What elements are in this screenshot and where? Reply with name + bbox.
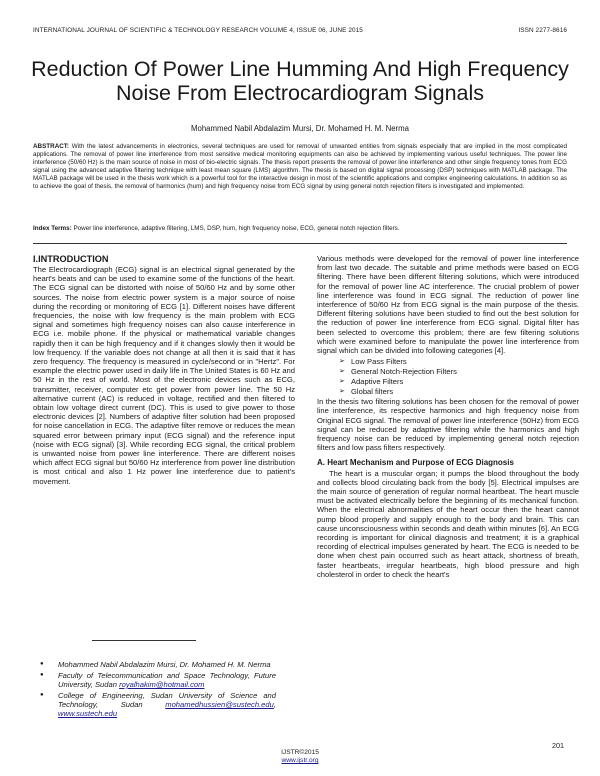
index-terms [33,225,567,233]
page-number: 201 [552,741,564,750]
authors: Mohammed Nabil Abdalazim Mursi, Dr. Mohamed H. M. Nerma [191,124,409,133]
copyright: IJSTR©2015 [281,749,319,756]
right-paragraph-1: Various methods were developed for the removal of power line interference from last two decade. The suitable and prime methods were based on ECG filtering. There have been different filtering solutions, which were introduced for the removal of power line AC interference. The crucial problem of power line interference was found in ECG signal. The reduction of power line interference of 50/60 Hz from ECG signal is the main purpose of the thesis. Different filtering solutions have been studied to find out the best solution for the reduction of power line interference from ECG signal. Digital filter has been selected to overcome this problem; there are few filtering solutions which were examined before to manipulate the power line interference from signal which can be divided into following categories [4]. [317,254,579,356]
journal-link[interactable]: www.ijstr.org [281,757,319,764]
email-link[interactable]: royalhakim@hotmail.com [119,680,205,689]
intro-paragraph: The Electrocardiograph (ECG) signal is an electrical signal generated by the heart's beats and can be used to examine some of the functions of the heart. The ECG signal can be distorted with noise of 50/60 Hz and by some other sources. The noise from electric power system is a major source of noise during the recording or monitoring of ECG [1]. Different noises have different frequencies, the noise with low frequency is the main problem with ECG signal and sometimes high frequency noises can also cause interference in ECG i.e. mobile phone. If the physical or mathematical variable changes rapidly then it can be high frequency and if it changes slowly then it would be low frequency. If the variable does not change at all then it is said that it has zero frequency. The frequency is measured in cycle/second or in "Hertz". For example the electric power used in daily life in The United States is 60 Hz and 50 Hz in the rest of world. Most of the electronic devices such as ECG, transmitter, receiver, computer etc get power from power line. The 50 Hz alternative current (AC) is reduced in voltage, rectified and then filtered to obtain low voltage direct current (DC). This is used to give power to those electronic devices [2]. Numbers of adaptive filter solution had been proposed for noise cancellation in ECG. The adaptive filter remove or reduces the mean squared error between primary input (ECG signal) and the reference input (noise with ECG signal) [3]. While recording ECG signal, the critical problem is unwanted noise from power line interference. There are different noises which affect ECG signal but 50/60 Hz interference from power line distribution is most critical and also 1 Hz power line interference due to patient's movement. [33,265,295,486]
separator: , [273,700,276,709]
right-paragraph-3: The heart is a muscular organ; it pumps the blood throughout the body and collects blood circulating back from the body [5]. Electrical impulses are the main source of generation of regular normal heartbeat. The heart muscle must be activated electrically before the beginning of its mechanical function. When the electrical abnormalities of the heart occur then the heart cannot pump blood properly and supply enough to the body and brain. This can cause unconsciousness within seconds and death within minutes [6]. An ECG recording is important for clinical diagnosis and treatment; it is a graphical recording of electrical impulses generated by heart. The ECG is needed to be done when chest pain occurred such as heart attack, shortness of breath, faster heartbeats, irregular heartbeats, high blood pressure and high cholesterol in order to check the heart's [317,468,579,579]
list-item: ➢ Low Pass Filters [339,357,579,367]
list-item: ➢ General Notch-Rejection Filters [339,367,579,377]
footnote-divider [92,640,196,641]
affiliation-text: Faculty of Telecommunication and Space Technology, Future University, Sudan [58,671,276,689]
section-heading-introduction: I.INTRODUCTION [33,254,109,264]
list-item: ➢ Global filters [339,387,579,397]
header-divider [33,243,567,244]
affiliation-text: College of Engineering, Sudan University of Science and Technology, Sudan [58,691,276,709]
right-paragraph-2: In the thesis two filtering solutions has been chosen for the removal of power line interference, its respective harmonics and high frequency noise from Original ECG signal. The removal of power line interference (50Hz) from ECG signal can be reduced by adaptive filtering while the harmonics and high frequency noise can be reduced by implementing general notch rejection filters and low pass filters respectively. [317,397,579,453]
affiliations [40,660,276,720]
left-column [33,254,295,486]
page-footer [0,749,600,765]
subsection-heading-heart: A. Heart Mechanism and Purpose of ECG Diagnosis [317,458,514,468]
paper-title: Reduction Of Power Line Humming And High Frequency Noise From Electrocardiogram Signals [31,57,569,105]
filter-list [339,357,579,397]
index-terms-text: Power line interference, adaptive filtering, LMS, DSP, hum, high frequency noise, ECG, general notch rejection filters. [73,225,400,232]
issn: ISSN 2277-8616 [518,27,567,34]
email-link[interactable]: mohamedhussien@sustech.edu [165,700,274,709]
journal-header: INTERNATIONAL JOURNAL OF SCIENTIFIC & TECHNOLOGY RESEARCH VOLUME 4, ISSUE 06, JUNE 2015 [33,27,363,34]
affiliation-item: ● Mohammed Nabil Abdalazim Mursi, Dr. Mohamed H. M. Nerma [40,660,276,669]
website-link[interactable]: www.sustech.edu [58,709,118,718]
list-item: ➢ Adaptive Filters [339,377,579,387]
abstract-text: With the latest advancements in electronics, several techniques are used for removal of unwanted entities from signals especially that are implied in the most complicated applications. The removal of power line interference from most sensitive medical monitoring equipments can also be achieved by implementing various useful techniques. The power line interference (50/60 Hz) is the main source of noise in most of bio-electric signals. The thesis report presents the removal of power line interference and other single frequency tones from ECG signal using the advanced adaptive filtering technique with least mean square (LMS) algorithm. The thesis is based on digital signal processing (DSP) techniques with MATLAB package. The MATLAB package will be used in the thesis work which is a powerful tool for the interactive design in most of the scientific applications and complex engineering calculations. In addition so as to achieve the goal of thesis, the removal of harmonics (hum) and high frequency noise from ECG signal by using general notch rejection filters is investigated and implemented. [33,143,568,190]
abstract-label: ABSTRACT: [33,143,70,150]
running-header [33,27,567,34]
abstract [33,143,567,190]
right-column [317,254,579,579]
index-terms-label: Index Terms: [33,225,72,232]
affiliation-item [40,671,276,689]
affiliation-item [40,691,276,718]
